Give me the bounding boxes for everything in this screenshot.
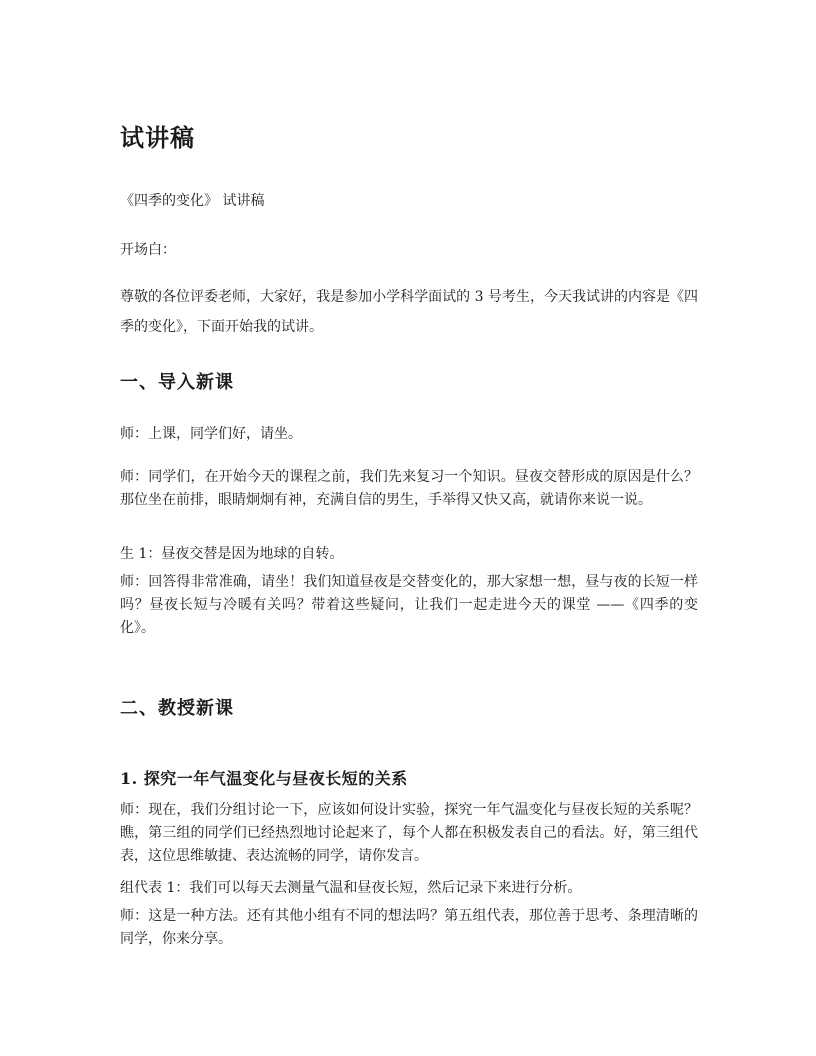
document-title: 试讲稿 <box>120 124 195 152</box>
opening-label: 开场白： <box>120 242 176 258</box>
section-heading-new-lesson: 二、教授新课 <box>120 698 234 719</box>
section-heading-introduction: 一、导入新课 <box>120 372 234 393</box>
opening-paragraph: 尊敬的各位评委老师，大家好，我是参加小学科学面试的 3 号考生，今天我试讲的内容是《四季的变化》，下面开始我的试讲。 <box>120 289 698 335</box>
group-representative-answer: 组代表 1：我们可以每天去测量气温和昼夜长短，然后记录下来进行分析。 <box>120 880 582 896</box>
teacher-greeting: 师：上课，同学们好，请坐。 <box>120 426 302 442</box>
teacher-lead-in: 师：回答得非常准确，请坐！我们知道昼夜是交替变化的，那大家想一想，昼与夜的长短一样吗？昼夜长短与冷暖有关吗？带着这些疑问，让我们一起走进今天的课堂 ——《四季的变化》。 <box>120 574 698 636</box>
subtitle: 《四季的变化》 试讲稿 <box>120 193 265 209</box>
teacher-follow-up: 师：这是一种方法。还有其他小组有不同的想法吗？第五组代表，那位善于思考、条理清晰的同学，你来分享。 <box>120 908 698 947</box>
student-answer: 生 1：昼夜交替是因为地球的自转。 <box>120 546 344 562</box>
teacher-group-discussion: 师：现在，我们分组讨论一下，应该如何设计实验，探究一年气温变化与昼夜长短的关系呢？瞧，第三组的同学们已经热烈地讨论起来了，每个人都在积极发表自己的看法。好，第三组代表，这位思维敏捷、表达流畅的同学，请你发言。 <box>120 802 698 864</box>
subsection-heading-1: 1. 探究一年气温变化与昼夜长短的关系 <box>120 769 408 788</box>
teacher-review-question: 师：同学们，在开始今天的课程之前，我们先来复习一个知识。昼夜交替形成的原因是什么？那位坐在前排，眼睛炯炯有神，充满自信的男生，手举得又快又高，就请你来说一说。 <box>120 469 698 508</box>
